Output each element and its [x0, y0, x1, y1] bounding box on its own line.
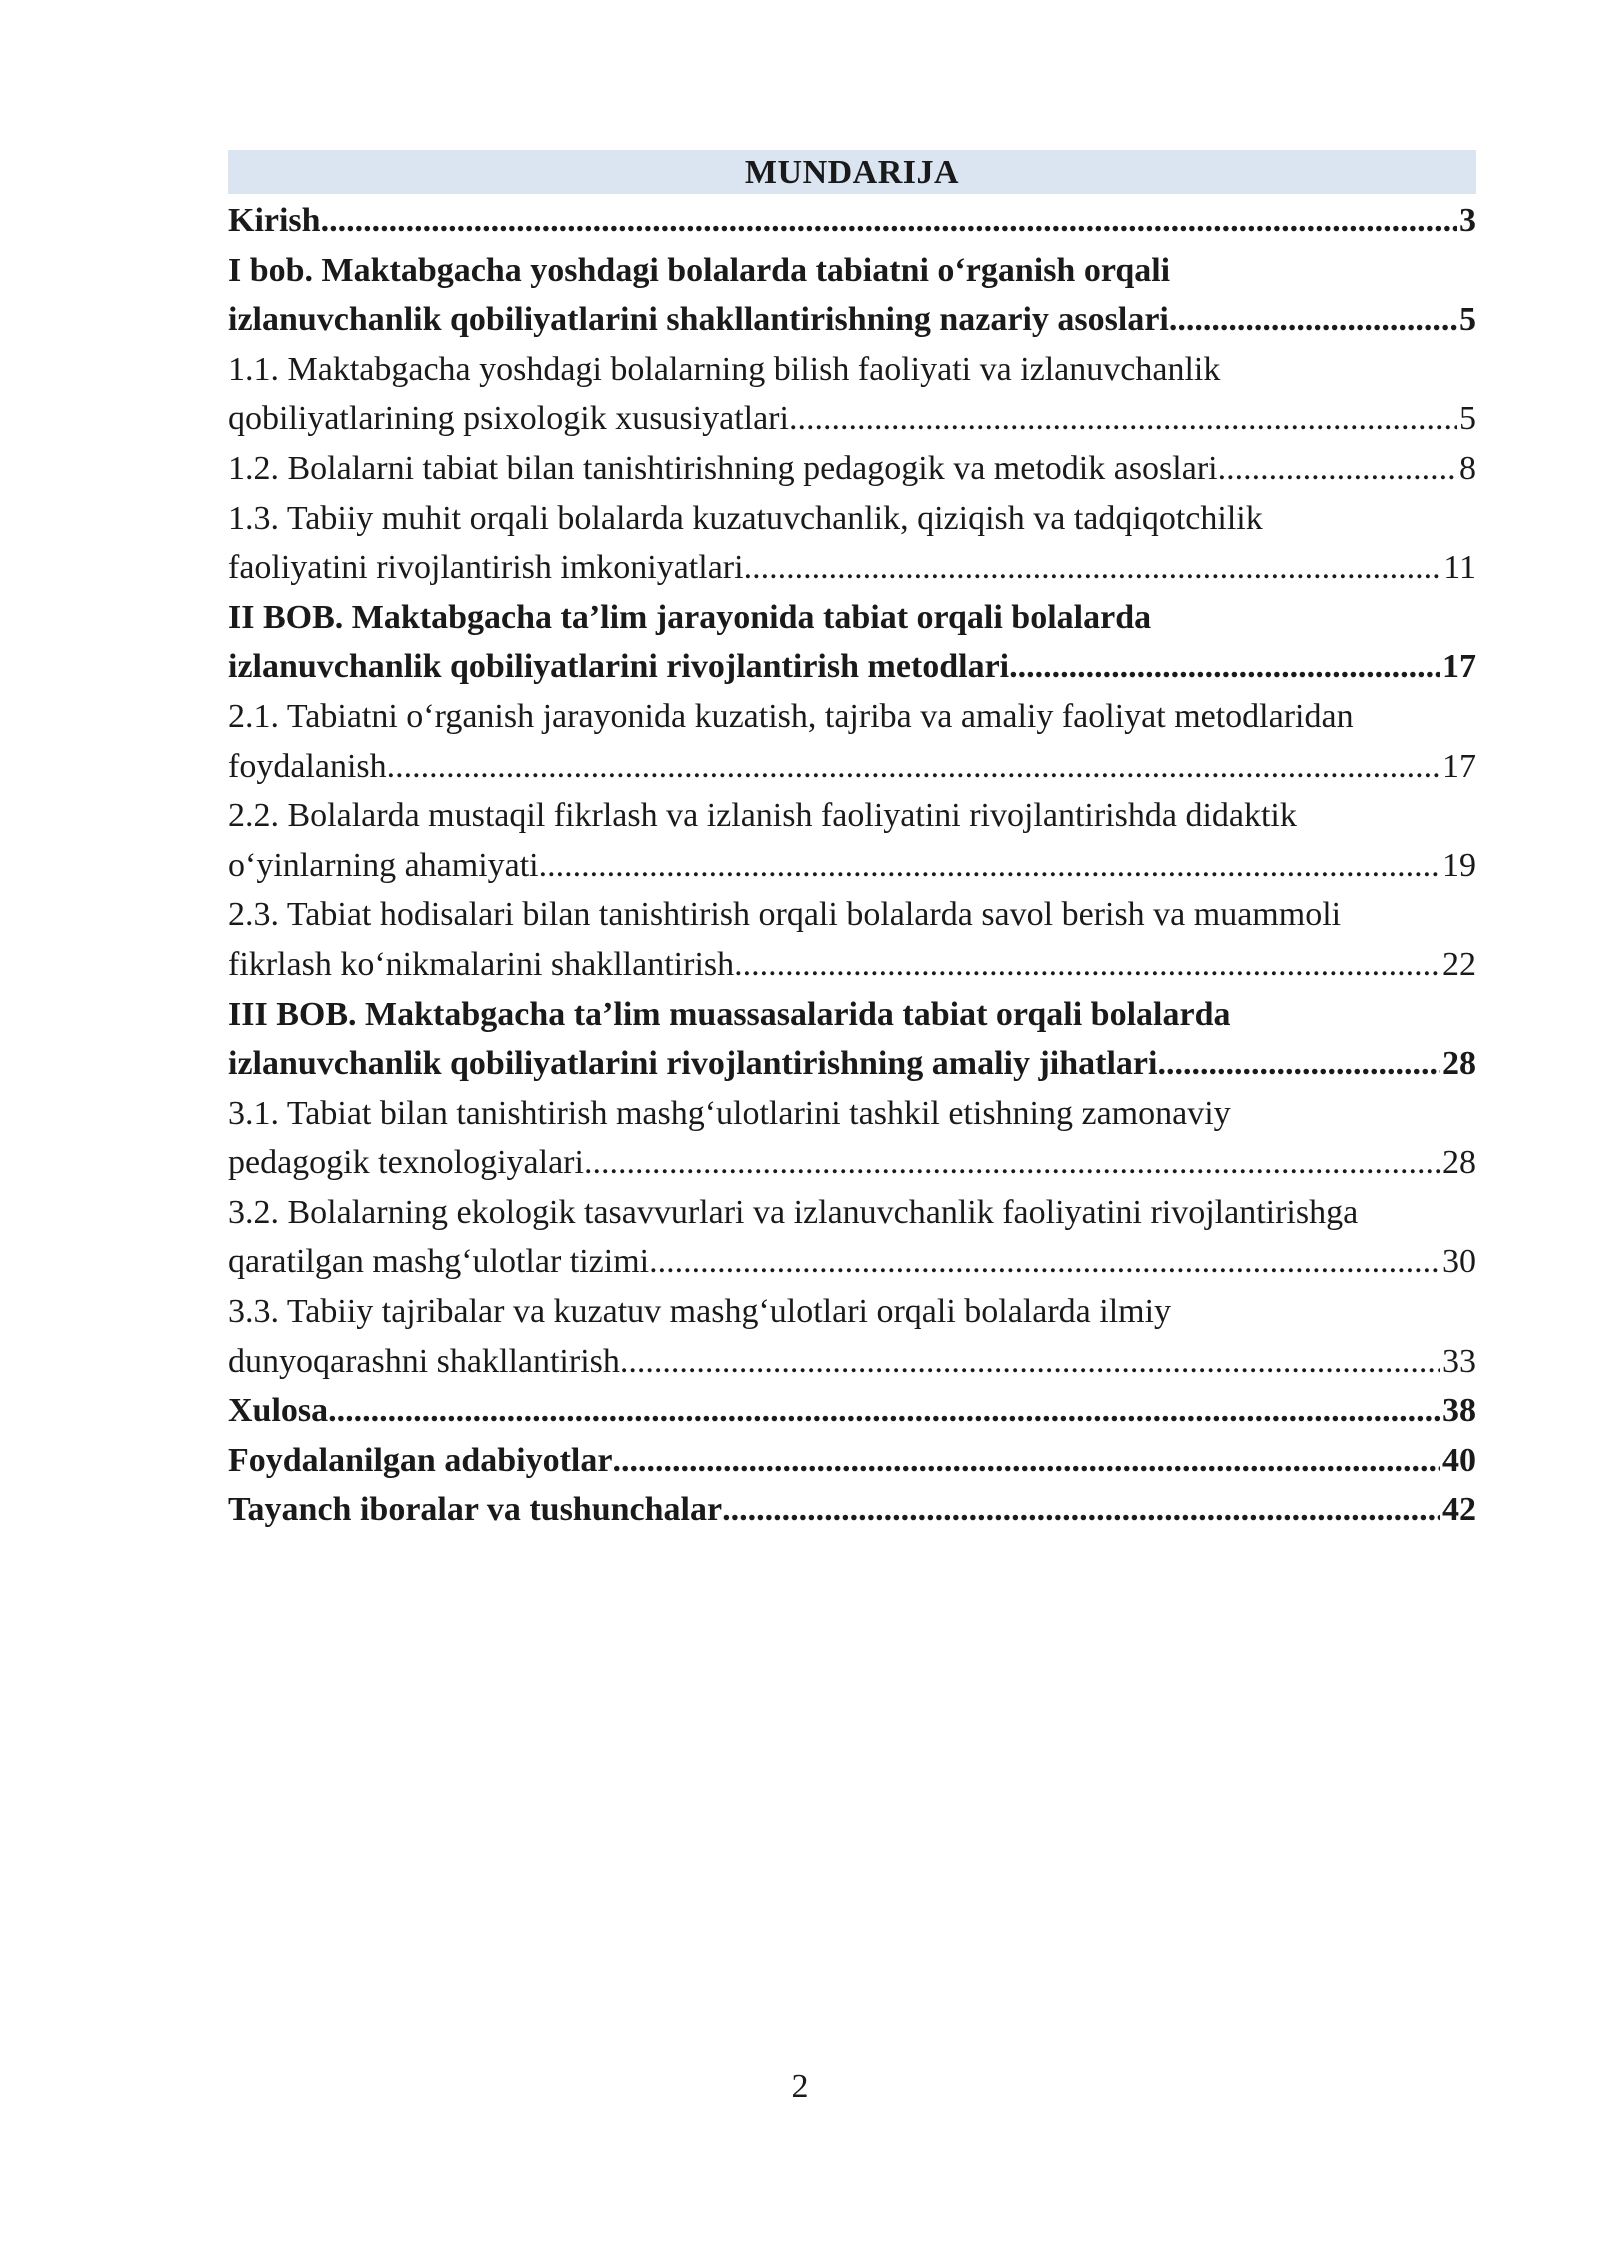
toc-entry-last-line: [228, 1337, 1476, 1387]
dot-leader: [584, 1138, 1440, 1188]
toc-entry-text: III BOB. Maktabgacha ta’lim muassasalarida tabiat orqali bolalarda: [228, 995, 1231, 1033]
toc-page-number: 19: [1442, 846, 1476, 884]
toc-entry-text: 2.2. Bolalarda mustaqil fikrlash va izlanish faoliyatini rivojlantirishda didaktik: [228, 797, 1297, 835]
toc-entry-text: 1.2. Bolalarni tabiat bilan tanishtirishning pedagogik va metodik asoslari: [228, 449, 1218, 487]
toc-entry-last-line: [228, 1039, 1476, 1089]
toc-title: MUNDARIJA: [228, 150, 1476, 194]
toc-entry-text: Kirish: [228, 202, 321, 239]
dot-leader: [1169, 295, 1457, 345]
toc-entry-text: o‘yinlarning ahamiyati: [228, 846, 539, 884]
toc-entry[interactable]: [228, 1188, 1476, 1287]
toc-entry-text: Xulosa: [228, 1392, 329, 1430]
toc-entry[interactable]: [228, 1287, 1476, 1386]
toc-entry-last-line: [228, 1138, 1476, 1188]
toc-entry[interactable]: [228, 1436, 1476, 1486]
dot-leader: [1009, 642, 1440, 692]
toc-entry-last-line: [228, 742, 1476, 792]
dot-leader: [722, 1485, 1440, 1535]
toc-entry-last-line: [228, 543, 1476, 593]
toc-entry[interactable]: [228, 1485, 1476, 1535]
toc-entry[interactable]: [228, 444, 1476, 494]
toc-page-number: 38: [1442, 1392, 1476, 1430]
toc-entry-text: izlanuvchanlik qobiliyatlarini shakllantirishning nazariy asoslari: [228, 301, 1169, 339]
toc-page-number: 30: [1442, 1243, 1476, 1281]
toc-entry-text: qaratilgan mashg‘ulotlar tizimi: [228, 1243, 650, 1281]
toc-entry[interactable]: [228, 791, 1476, 890]
toc-entry-text: 2.3. Tabiat hodisalari bilan tanishtirish orqali bolalarda savol berish va muammoli: [228, 896, 1342, 934]
toc-entry-last-line: [228, 841, 1476, 891]
toc-entry-last-line: [228, 940, 1476, 990]
toc-entry-text: faoliyatini rivojlantirish imkoniyatlari: [228, 549, 744, 587]
toc-list: [228, 196, 1476, 1535]
toc-entry-text: 3.2. Bolalarning ekologik tasavvurlari va izlanuvchanlik faoliyatini rivojlantirishga: [228, 1193, 1359, 1231]
toc-entry-text: II BOB. Maktabgacha ta’lim jarayonida tabiat orqali bolalarda: [228, 598, 1152, 636]
toc-entry-text: 1.3. Tabiiy muhit orqali bolalarda kuzatuvchanlik, qiziqish va tadqiqotchilik: [228, 499, 1263, 537]
toc-entry[interactable]: [228, 494, 1476, 593]
toc-entry-text: dunyoqarashni shakllantirish: [228, 1342, 620, 1380]
toc-page-number: 17: [1442, 747, 1476, 785]
dot-leader: [539, 841, 1440, 891]
toc-page-number: 17: [1442, 648, 1476, 686]
dot-leader: [744, 543, 1442, 593]
toc-entry-last-line: [228, 196, 1476, 246]
toc-page-number: 22: [1442, 945, 1476, 983]
toc-page-number: 28: [1442, 1144, 1476, 1182]
toc-page-number: 28: [1442, 1045, 1476, 1083]
dot-leader: [612, 1436, 1440, 1486]
dot-leader: [620, 1337, 1440, 1387]
toc-entry[interactable]: [228, 246, 1476, 345]
toc-entry-text: qobiliyatlarining psixologik xususiyatlari: [228, 400, 789, 438]
toc-entry-last-line: [228, 1237, 1476, 1287]
toc-entry-text: Foydalanilgan adabiyotlar: [228, 1441, 613, 1479]
toc-entry-last-line: [228, 444, 1476, 494]
toc-entry-text: fikrlash ko‘nikmalarini shakllantirish: [228, 945, 735, 983]
toc-entry[interactable]: [228, 345, 1476, 444]
toc-entry-text: 1.1. Maktabgacha yoshdagi bolalarning bilish faoliyati va izlanuvchanlik: [228, 350, 1221, 388]
toc-page-number: 42: [1442, 1491, 1476, 1529]
toc-entry-text: Tayanch iboralar va tushunchalar: [228, 1491, 723, 1529]
dot-leader: [387, 742, 1440, 792]
toc-entry-text: pedagogik texnologiyalari: [228, 1144, 584, 1182]
toc-entry[interactable]: [228, 196, 1476, 246]
toc-entry[interactable]: [228, 890, 1476, 989]
dot-leader: [1218, 444, 1457, 494]
dot-leader: [789, 394, 1457, 444]
toc-entry-last-line: [228, 1386, 1476, 1436]
toc-page-number: 5: [1459, 301, 1476, 339]
toc-entry-text: foydalanish: [228, 747, 387, 785]
toc-page-number: 33: [1442, 1342, 1476, 1380]
toc-entry[interactable]: [228, 990, 1476, 1089]
toc-entry-last-line: [228, 394, 1476, 444]
toc-page-number: 5: [1459, 400, 1476, 438]
table-of-contents: [228, 150, 1476, 1535]
toc-entry[interactable]: [228, 1386, 1476, 1436]
toc-entry-text: izlanuvchanlik qobiliyatlarini rivojlantirish metodlari: [228, 648, 1010, 686]
dot-leader: [649, 1237, 1440, 1287]
toc-entry-text: 3.3. Tabiiy tajribalar va kuzatuv mashg‘ulotlari orqali bolalarda ilmiy: [228, 1293, 1172, 1331]
toc-entry-text: 3.1. Tabiat bilan tanishtirish mashg‘ulotlarini tashkil etishning zamonaviy: [228, 1094, 1231, 1132]
toc-entry[interactable]: [228, 1089, 1476, 1188]
dot-leader: [328, 1386, 1440, 1436]
page-number: 2: [791, 2068, 809, 2105]
toc-entry-text: I bob. Maktabgacha yoshdagi bolalarda tabiatni o‘rganish orqali: [228, 251, 1171, 289]
toc-entry-last-line: [228, 295, 1476, 345]
dot-leader: [1157, 1039, 1440, 1089]
toc-entry[interactable]: [228, 593, 1476, 692]
dot-leader: [734, 940, 1440, 990]
dot-leader: [321, 196, 1457, 246]
toc-entry-last-line: [228, 1436, 1476, 1486]
toc-entry[interactable]: [228, 692, 1476, 791]
toc-entry-last-line: [228, 642, 1476, 692]
toc-entry-last-line: [228, 1485, 1476, 1535]
toc-entry-text: 2.1. Tabiatni o‘rganish jarayonida kuzatish, tajriba va amaliy faoliyat metodlaridan: [228, 697, 1354, 735]
toc-page-number: 11: [1443, 549, 1476, 587]
toc-entry-text: izlanuvchanlik qobiliyatlarini rivojlantirishning amaliy jihatlari: [228, 1045, 1158, 1083]
toc-page-number: 3: [1459, 202, 1476, 239]
toc-page-number: 8: [1459, 449, 1476, 487]
toc-page-number: 40: [1442, 1441, 1476, 1479]
